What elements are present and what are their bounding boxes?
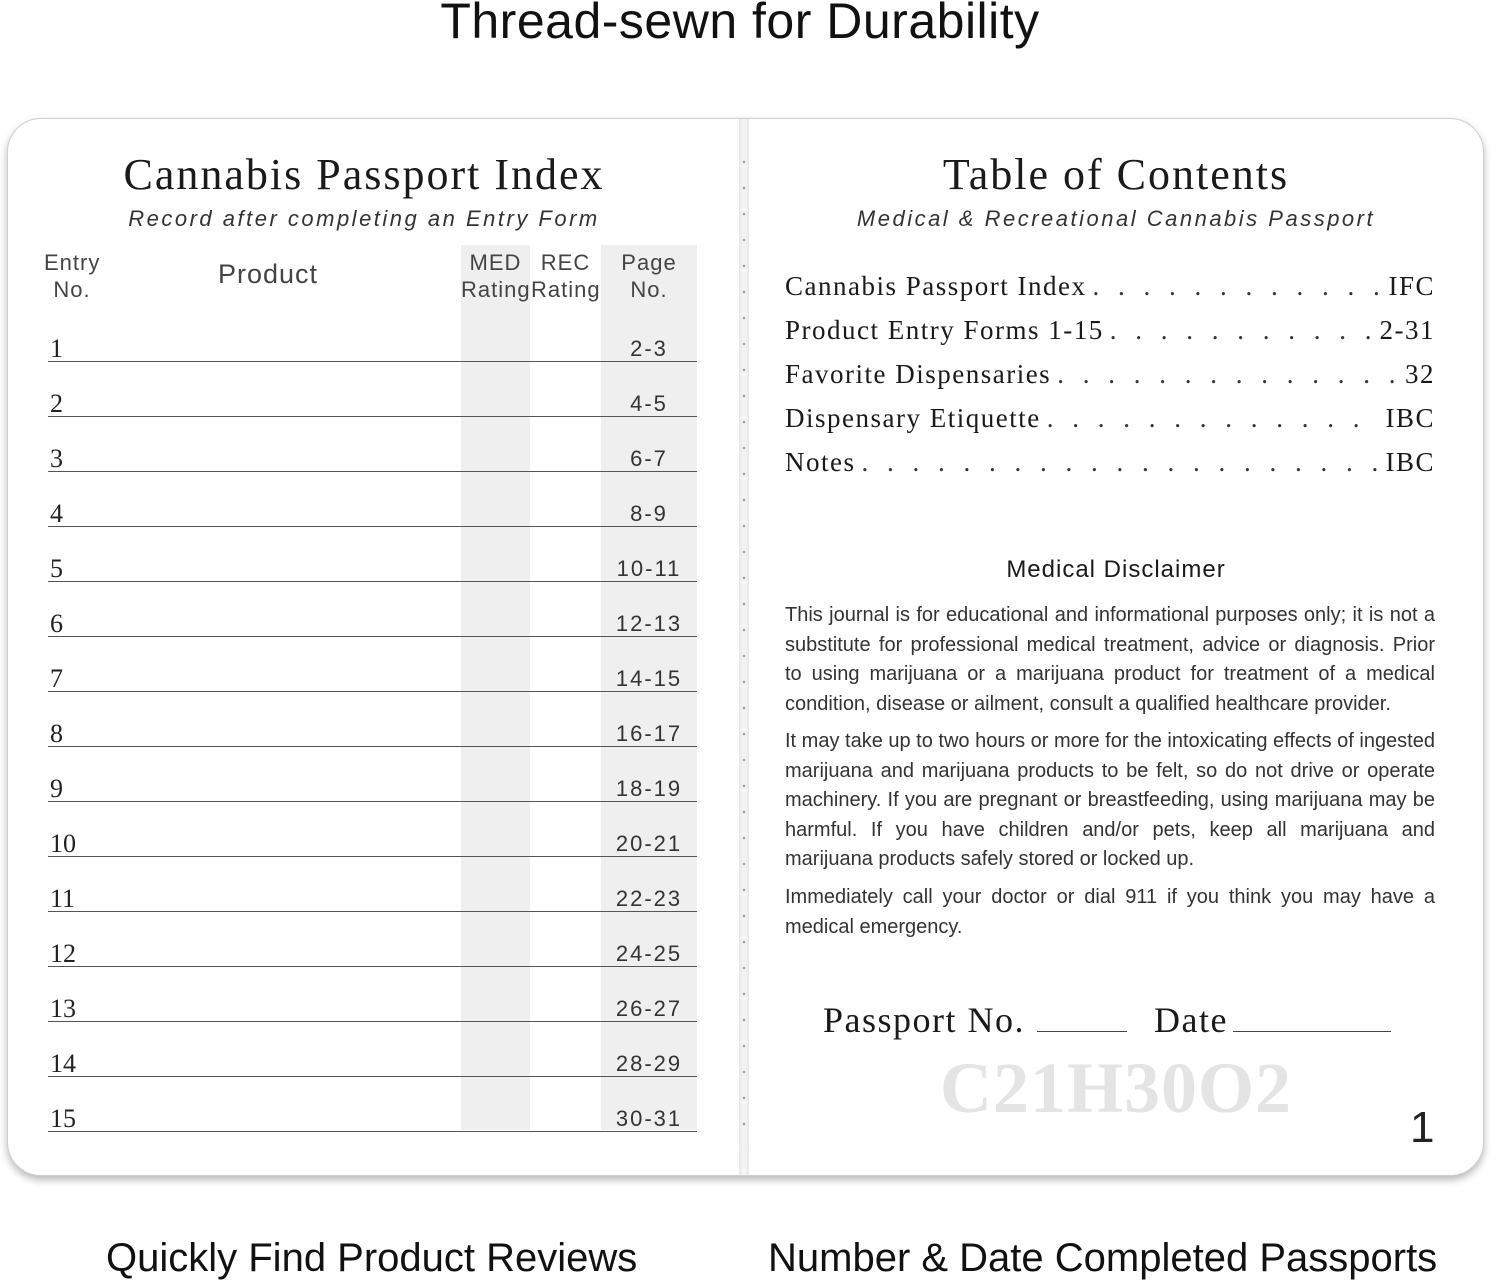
entry-number: 11 <box>50 884 76 913</box>
entry-number: 13 <box>50 994 76 1023</box>
entry-pages: 28-29 <box>615 1051 683 1076</box>
header-med-line1: MED <box>469 250 522 275</box>
toc-item-label: Product Entry Forms 1-15 <box>785 315 1104 345</box>
entry-pages: 20-21 <box>615 831 683 856</box>
page-number: 1 <box>1410 1103 1435 1152</box>
toc-title: Table of Contents <box>942 150 1290 199</box>
toc-leader-dots <box>1092 271 1382 302</box>
entry-pages: 24-25 <box>615 941 683 966</box>
entry-pages: 18-19 <box>615 776 683 801</box>
toc-item <box>785 403 1435 437</box>
entry-number: 10 <box>50 829 76 858</box>
header-page-no <box>601 249 697 303</box>
index-title: Cannabis Passport Index <box>123 150 605 199</box>
disclaimer-paragraph: Immediately call your doctor or dial 911 if you think you may have a medical emergency. <box>785 886 1435 938</box>
toc-item-label: Dispensary Etiquette <box>785 403 1041 433</box>
row-write-line <box>48 1131 697 1132</box>
entry-pages: 4-5 <box>630 391 668 416</box>
entry-number: 5 <box>50 554 63 583</box>
index-row[interactable] <box>48 857 697 912</box>
entry-number: 7 <box>50 664 63 693</box>
toc-item <box>785 271 1435 305</box>
entry-pages: 6-7 <box>630 446 668 471</box>
header-entry-line2: No. <box>53 277 91 302</box>
spine-stitches <box>741 149 747 1149</box>
toc-item <box>785 447 1435 481</box>
header-page-line2: No. <box>630 277 668 302</box>
index-row[interactable] <box>48 307 697 362</box>
toc-leader-dots <box>862 447 1380 478</box>
index-row[interactable] <box>48 527 697 582</box>
entry-pages: 26-27 <box>615 996 683 1021</box>
header-rec-rating <box>531 249 600 303</box>
date-field[interactable] <box>1233 1031 1391 1032</box>
index-row[interactable] <box>48 637 697 692</box>
header-rec-line1: REC <box>540 250 591 275</box>
entry-pages: 12-13 <box>615 611 683 636</box>
entry-pages: 2-3 <box>630 336 668 361</box>
index-row[interactable] <box>48 747 697 802</box>
bottom-caption-left: Quickly Find Product Reviews <box>106 1236 638 1280</box>
entry-number: 15 <box>50 1104 76 1133</box>
header-entry-line1: Entry <box>44 250 101 275</box>
disclaimer-title: Medical Disclaimer <box>1006 556 1226 583</box>
index-row[interactable] <box>48 1022 697 1077</box>
toc-item <box>785 315 1435 349</box>
entry-number: 6 <box>50 609 63 638</box>
entry-pages: 16-17 <box>615 721 683 746</box>
index-row[interactable] <box>48 582 697 637</box>
entry-number: 14 <box>50 1049 76 1078</box>
entry-number: 1 <box>50 334 63 363</box>
entry-number: 2 <box>50 389 63 418</box>
toc-item-page: IBC <box>1385 403 1435 433</box>
toc-item-page: IBC <box>1385 447 1435 477</box>
index-row[interactable] <box>48 417 697 472</box>
index-row[interactable] <box>48 802 697 857</box>
toc-item-label: Notes <box>785 447 856 477</box>
entry-number: 9 <box>50 774 63 803</box>
thc-formula-watermark: C21H30O2 <box>939 1048 1292 1128</box>
top-caption: Thread-sewn for Durability <box>440 0 1040 49</box>
entry-pages: 10-11 <box>616 556 682 581</box>
entry-pages: 30-31 <box>615 1106 683 1131</box>
bottom-caption-right: Number & Date Completed Passports <box>768 1236 1438 1280</box>
entry-pages: 14-15 <box>615 666 683 691</box>
index-row[interactable] <box>48 692 697 747</box>
index-row[interactable] <box>48 912 697 967</box>
toc-item-page: 2-31 <box>1379 315 1435 345</box>
toc-subtitle: Medical & Recreational Cannabis Passport <box>856 206 1376 231</box>
header-med-line2: Rating <box>461 277 531 302</box>
index-row[interactable] <box>48 1077 697 1132</box>
index-row[interactable] <box>48 362 697 417</box>
open-book <box>7 118 1484 1176</box>
entry-pages: 8-9 <box>630 501 668 526</box>
toc-item-page: IFC <box>1388 271 1435 301</box>
index-row[interactable] <box>48 472 697 527</box>
entry-number: 4 <box>50 499 63 528</box>
entry-number: 12 <box>50 939 76 968</box>
header-rec-line2: Rating <box>531 277 601 302</box>
entry-number: 3 <box>50 444 63 473</box>
header-entry-no <box>44 249 100 303</box>
header-page-line1: Page <box>621 250 677 275</box>
header-product: Product <box>217 259 319 289</box>
date-label: Date <box>1154 1000 1228 1040</box>
index-subtitle: Record after completing an Entry Form <box>128 206 600 231</box>
toc-item-label: Cannabis Passport Index <box>785 271 1087 301</box>
passport-number-label: Passport No. <box>823 1000 1026 1040</box>
toc-leader-dots <box>1057 359 1399 390</box>
toc-item <box>785 359 1435 393</box>
passport-number-field[interactable] <box>1037 1031 1127 1032</box>
toc-leader-dots <box>1047 403 1380 434</box>
index-row[interactable] <box>48 967 697 1022</box>
disclaimer-paragraph: It may take up to two hours or more for the intoxicating effects of ingested marijuana and marijuana products to be felt, so do not drive or operate machinery. If you are pregnant or breastfeeding, using marijuana may be harmful. If you have children and/or pets, keep all marijuana and marijuana products safely stored or locked up. <box>785 730 1435 870</box>
entry-pages: 22-23 <box>615 886 683 911</box>
header-med-rating <box>461 249 530 303</box>
entry-number: 8 <box>50 719 63 748</box>
toc-item-label: Favorite Dispensaries <box>785 359 1052 389</box>
toc-leader-dots <box>1110 315 1374 346</box>
toc-item-page: 32 <box>1405 359 1435 389</box>
disclaimer-paragraph: This journal is for educational and informational purposes only; it is not a substitute for professional medical treatment, advice or diagnosis. Prior to using marijuana or a marijuana product for treatment of a medical condition, disease or ailment, consult a qualified healthcare provider. <box>785 604 1435 715</box>
